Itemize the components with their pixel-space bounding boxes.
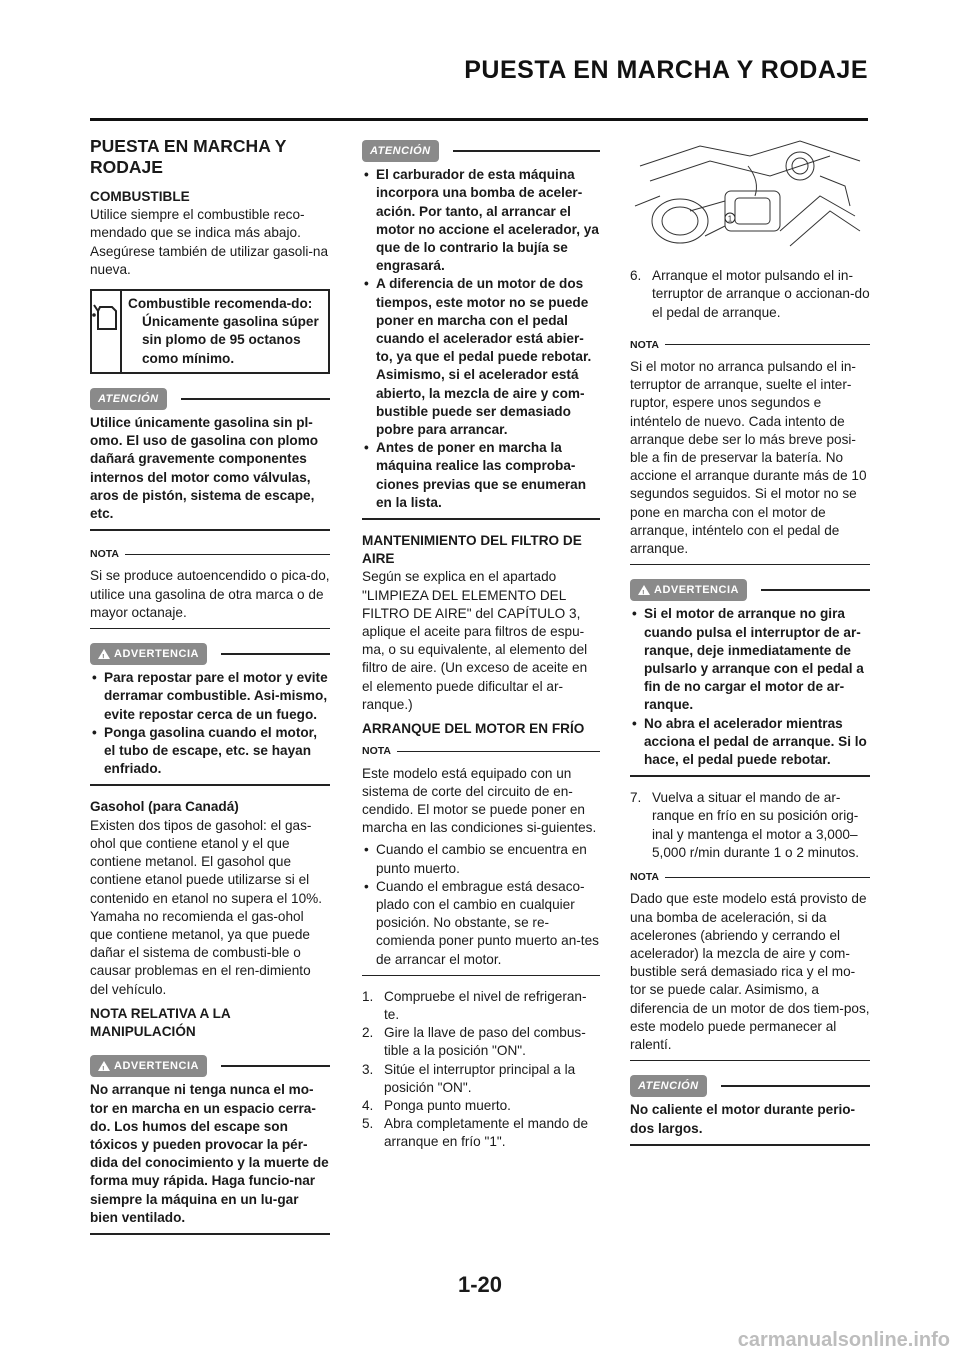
warning-icon (638, 585, 650, 595)
warning-icon (98, 649, 110, 659)
gasohol-text: Existen dos tipos de gasohol: el gas-ohol que contiene etanol y el que contiene metanol. El gasohol que contiene etanol puede utilizarse si el contenido en etanol no supera el 10%. Yamaha no recomienda el gas-ohol que contiene metanol, ya que puede dañar el sistema de combusti-ble o causar problemas en el ren-dimiento del vehículo. (90, 817, 323, 997)
nota-label: NOTA (90, 548, 119, 561)
end-rule (630, 564, 870, 565)
fuel-spec-box (90, 289, 330, 374)
end-rule (362, 975, 600, 976)
handling-heading: NOTA RELATIVA A LA MANIPULACIÓN (90, 1005, 231, 1039)
page-number: 1-20 (457, 1272, 503, 1297)
label-rule (665, 877, 870, 878)
advertencia-label-row (630, 579, 870, 601)
atencion-badge: ATENCIÓN (90, 388, 167, 410)
label-rule (397, 751, 600, 752)
fuel-can-icon (92, 291, 122, 372)
step-item: 4. Ponga punto muerto. (362, 1097, 600, 1115)
advertencia-list (630, 605, 870, 769)
label-rule (221, 1065, 330, 1067)
label-rule (453, 150, 600, 152)
list-item: • Ponga gasolina cuando el motor, el tubo de escape, etc. se hayan enfriado. (90, 724, 330, 779)
nota-label: NOTA (630, 338, 659, 351)
column-2 (362, 136, 600, 1152)
nota-label: NOTA (630, 871, 659, 884)
nota-label-row (362, 742, 600, 760)
advertencia-list (90, 669, 330, 778)
advertencia-label-row (90, 643, 330, 665)
label-rule (125, 554, 330, 555)
nota-text: Dado que este modelo está provisto de una bomba de aceleración, si da acelerones (abriendo y cerrando el acelerador) la mezcla de aire y com-bustible será demasiado rica y el mo-tor se puede calar. Asimismo, a diferencia de un motor de dos tiem-pos, este modelo puede permanecer al ralentí. (630, 891, 870, 1052)
fuel-text: Utilice siempre el combustible reco-mendado que se indica más abajo. Asegúrese también de utilizar gasoli-na nueva. (90, 207, 329, 277)
list-item: • Antes de poner en marcha la máquina realice las comproba-ciones previas que se enumeran en la lista. (362, 439, 600, 512)
advertencia-label: ADVERTENCIA (114, 1060, 199, 1073)
label-rule (665, 344, 870, 345)
list-item: • El carburador de esta máquina incorpora una bomba de aceler-ación. Por tanto, al arrancar el motor no accione el acelerador, ya que de lo contrario la bujía se engrasará. (362, 166, 600, 275)
list-item: • No abra el acelerador mientras acciona el pedal de arranque. Si lo hace, el pedal puede rebotar. (630, 715, 870, 770)
label-rule (181, 398, 330, 400)
advertencia-label: ADVERTENCIA (654, 584, 739, 597)
step-item: 2. Gire la llave de paso del combus-tible a la posición "ON". (362, 1024, 600, 1060)
watermark: carmanualsonline.info (737, 1329, 950, 1351)
end-rule (630, 775, 870, 777)
page-header-title: PUESTA EN MARCHA Y RODAJE (464, 56, 868, 84)
step-item: 7. Vuelva a situar el mando de ar-ranque en frío en su posición orig-inal y mantenga el motor a 3,000–5,000 r/min durante 1 o 2 minutos. (630, 789, 870, 862)
step-item: 3. Sitúe el interruptor principal a la posición "ON". (362, 1061, 600, 1097)
fuel-spec-text (122, 291, 328, 372)
nota-text: Si se produce autoencendido o pica-do, utilice una gasolina de otra marca o de mayor octanaje. (90, 568, 330, 620)
callout-number: 1 (727, 214, 733, 224)
filter-heading: MANTENIMIENTO DEL FILTRO DE AIRE (362, 533, 582, 567)
end-rule (362, 518, 600, 520)
column-3 (630, 136, 870, 1158)
nota-list (362, 841, 600, 968)
cold-start-heading: ARRANQUE DEL MOTOR EN FRÍO (362, 721, 585, 737)
list-item: • Cuando el embrague está desaco-plado con el cambio en cualquier posición. No obstante, se re-comienda poner punto muerto an-tes de arrancar el motor. (362, 878, 600, 969)
section-title: PUESTA EN MARCHA Y RODAJE (90, 136, 287, 177)
fuel-spec-value: Únicamente gasolina súper sin plomo de 95 octanos como mínimo. (142, 314, 319, 366)
label-rule (761, 589, 870, 591)
filter-text: Según se explica en el apartado "LIMPIEZA DEL ELEMENTO DEL FILTRO DE AIRE" del CAPÍTULO 3, aplique el aceite para filtros de espu-ma, o su equivalente, al elemento del filtro de aire. (Un exceso de aceite en el elemento puede dificultar el ar-ranque.) (362, 569, 588, 712)
atencion-text: No caliente el motor durante perio-dos largos. (630, 1102, 856, 1136)
step-item: 1. Compruebe el nivel de refrigeran-te. (362, 988, 600, 1024)
steps-list (630, 267, 870, 322)
fuel-spec-title: Combustible recomenda-do: (128, 296, 313, 312)
nota-label-row (630, 868, 870, 886)
advertencia-badge (90, 643, 207, 665)
advertencia-badge (630, 579, 747, 601)
column-1 (90, 136, 330, 1247)
nota-text: Si el motor no arranca pulsando el in-terruptor de arranque, suelte el inter-ruptor, espere unos segundos e inténtelo de nuevo. Cada intento de arranque debe ser lo más breve posi-ble a fin de preservar la batería. No accione el arranque durante más de 10 segundos seguidos. Si el motor no se pone en marcha con el motor de arranque, inténtelo con el pedal de arranque. (630, 359, 867, 557)
atencion-badge: ATENCIÓN (630, 1075, 707, 1097)
atencion-list (362, 166, 600, 512)
nota-label-row (90, 545, 330, 563)
atencion-label-row (90, 388, 330, 410)
step-item: 6. Arranque el motor pulsando el in-terruptor de arranque o accionan-do el pedal de arranque. (630, 267, 870, 322)
atencion-text: Utilice únicamente gasolina sin pl-omo. El uso de gasolina con plomo dañará gravemente componentes internos del motor como válvulas, aros de pistón, sistema de escape, etc. (90, 415, 319, 522)
warning-icon (98, 1061, 110, 1071)
atencion-label-row (362, 140, 600, 162)
list-item: • Si el motor de arranque no gira cuando pulsa el interruptor de ar-ranque, deje inmediatamente de pulsarlo y arranque con el pedal a fin de no cargar el motor de ar-ranque. (630, 605, 870, 714)
label-rule (721, 1085, 870, 1087)
atencion-badge: ATENCIÓN (362, 140, 439, 162)
list-item: • A diferencia de un motor de dos tiempos, este motor no se puede poner en marcha con el pedal cuando el acelerador está abier-to, ya que el pedal puede rebotar. Asimismo, si el acelerador está abierto, la mezcla de aire y com-bustible puede ser demasiado pobre para arrancar. (362, 275, 600, 439)
end-rule (90, 529, 330, 531)
end-rule (90, 784, 330, 786)
choke-knob-illustration (630, 136, 868, 254)
atencion-label-row (630, 1075, 870, 1097)
steps-list (630, 789, 870, 862)
list-item: • Cuando el cambio se encuentra en punto muerto. (362, 841, 600, 877)
advertencia-label-row (90, 1055, 330, 1077)
advertencia-badge (90, 1055, 207, 1077)
nota-label: NOTA (362, 745, 391, 758)
nota-label-row (630, 336, 870, 354)
step-item: 5. Abra completamente el mando de arranque en frío "1". (362, 1115, 600, 1151)
label-rule (221, 653, 330, 655)
fuel-heading: COMBUSTIBLE (90, 189, 190, 204)
steps-list (362, 988, 600, 1152)
nota-text: Este modelo está equipado con un sistema de corte del circuito de en-cendido. El motor se puede poner en marcha en las condiciones si-guientes. (362, 765, 597, 836)
end-rule (630, 1144, 870, 1146)
end-rule (90, 628, 330, 629)
list-item: • Para repostar pare el motor y evite derramar combustible. Asi-mismo, evite repostar cerca de un fuego. (90, 669, 330, 724)
gasohol-heading: Gasohol (para Canadá) (90, 799, 239, 815)
advertencia-label: ADVERTENCIA (114, 648, 199, 661)
header-rule (90, 118, 868, 121)
advertencia-text: No arranque ni tenga nunca el mo-tor en marcha en un espacio cerra-do. Los humos del escape son tóxicos y pueden provocar la pér-dida del conocimiento y la muerte de forma muy rápida. Haga funcio-nar siempre la máquina en un lu-gar bien ventilado. (90, 1082, 329, 1225)
end-rule (90, 1233, 330, 1235)
end-rule (630, 1060, 870, 1061)
